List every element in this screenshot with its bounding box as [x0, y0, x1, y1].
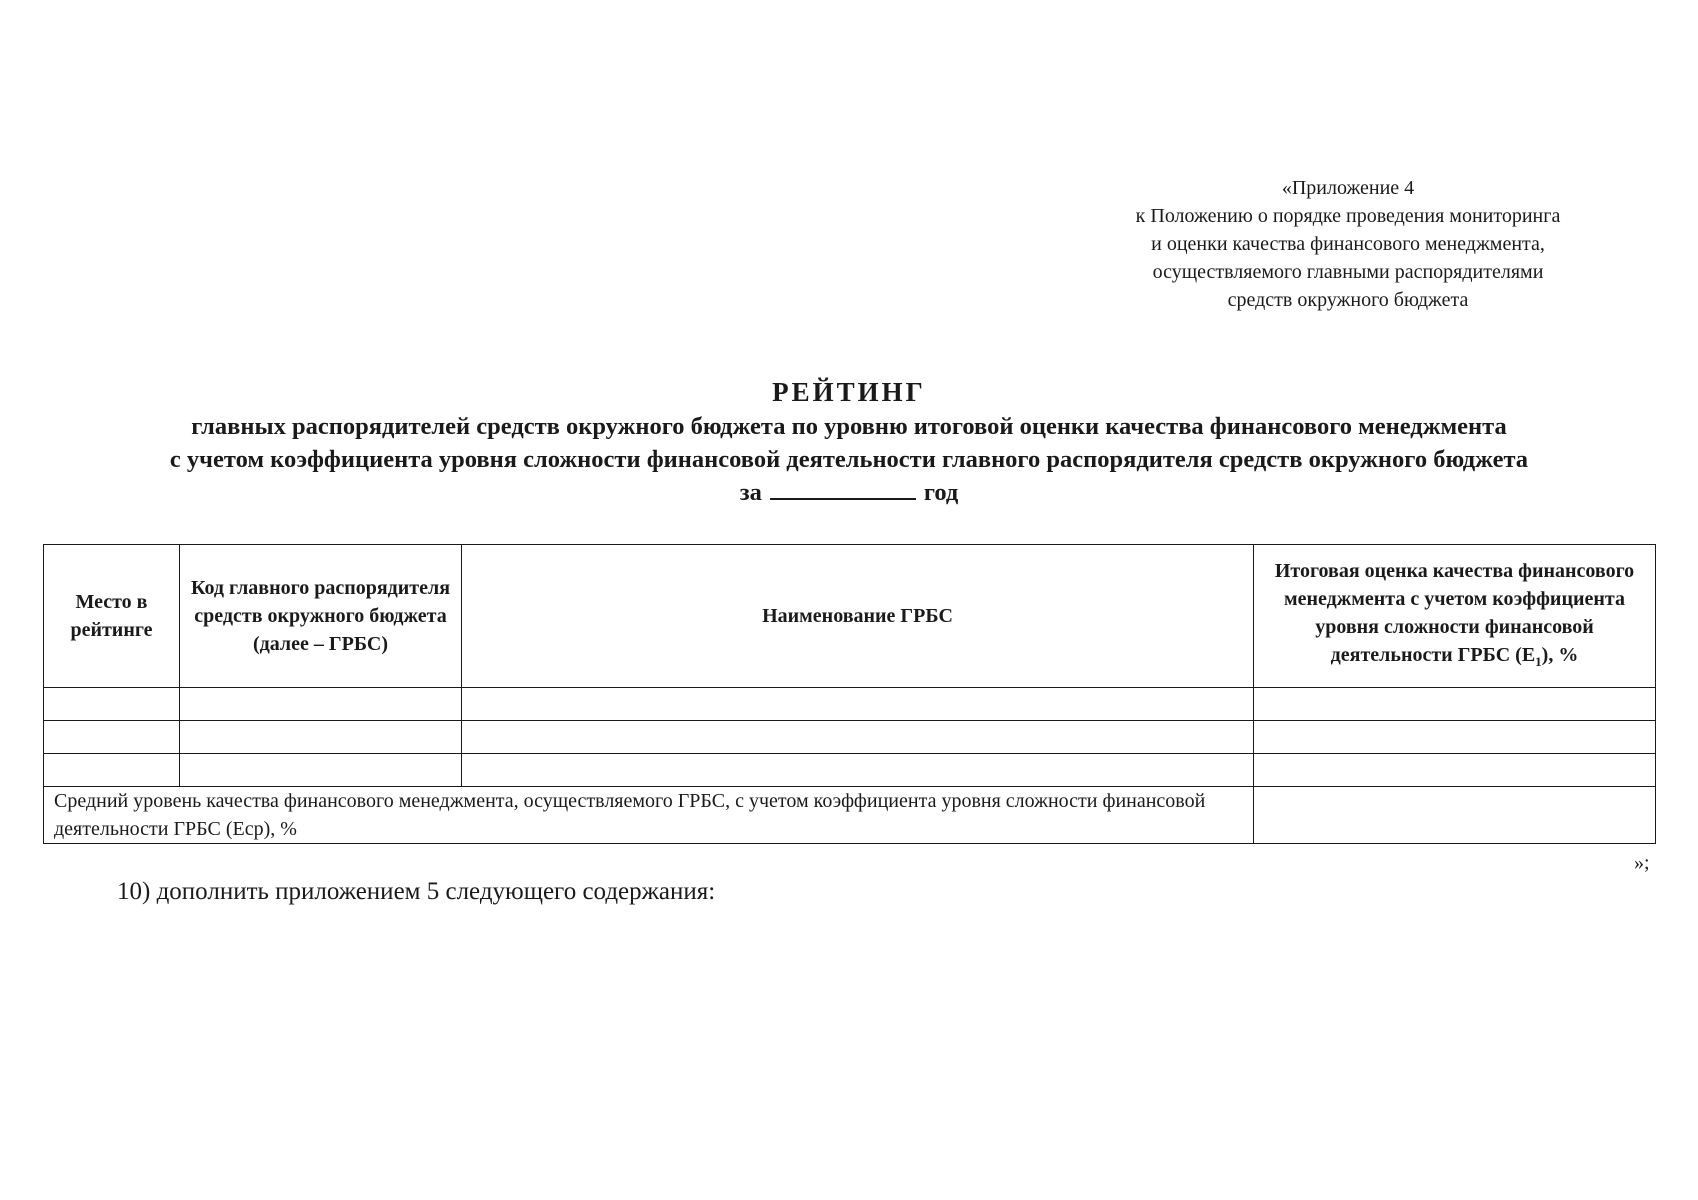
appendix-note-line-4: осуществляемого главными распорядителями: [1152, 261, 1544, 283]
rating-table: [43, 544, 1656, 844]
amendment-item: 10) дополнить приложением 5 следующего содержания:: [117, 878, 716, 905]
appendix-note: [1070, 174, 1626, 314]
table-cell[interactable]: [1254, 688, 1656, 721]
reporting-period: [0, 476, 1698, 509]
table-cell[interactable]: [1254, 754, 1656, 787]
table-cell[interactable]: [180, 688, 462, 721]
average-row: [44, 787, 1656, 844]
table-cell[interactable]: [44, 721, 180, 754]
table-cell[interactable]: [462, 688, 1254, 721]
period-suffix: год: [923, 479, 959, 506]
header-name: Наименование ГРБС: [462, 545, 1254, 688]
period-prefix: за: [739, 479, 762, 506]
appendix-note-line-2: к Положению о порядке проведения мониторинга: [1135, 205, 1561, 227]
appendix-note-line-3: и оценки качества финансового менеджмента,: [1151, 233, 1545, 255]
header-score: Итоговая оценка качества финансового менеджмента с учетом коэффициента уровня сложности финансовой деятельности ГРБС $(Е_1)$, %: [1254, 545, 1656, 688]
appendix-note-line-5: средств окружного бюджета: [1227, 289, 1469, 311]
table-cell[interactable]: [180, 754, 462, 787]
appendix-note-line-1: «Приложение 4: [1281, 177, 1415, 199]
header-rank: Место в рейтинге: [44, 545, 180, 688]
average-label: Средний уровень качества финансового менеджмента, осуществляемого ГРБС, с учетом коэффициента уровня сложности финансовой деятельности ГРБС (Еср), %: [44, 787, 1254, 844]
table-cell[interactable]: [462, 754, 1254, 787]
year-blank-field[interactable]: [770, 476, 916, 500]
table-cell[interactable]: [180, 721, 462, 754]
table-row: [44, 688, 1656, 721]
document-heading: [0, 374, 1698, 509]
table-cell[interactable]: [1254, 721, 1656, 754]
header-code: Код главного распорядителя средств окружного бюджета (далее – ГРБС): [180, 545, 462, 688]
closing-quote: »;: [1634, 852, 1650, 874]
table-cell[interactable]: [462, 721, 1254, 754]
table-cell[interactable]: [44, 688, 180, 721]
table-row: [44, 721, 1656, 754]
table-row: [44, 754, 1656, 787]
document-title: РЕЙТИНГ: [772, 377, 926, 407]
table-cell[interactable]: [44, 754, 180, 787]
table-header-row: [44, 545, 1656, 688]
document-subtitle-line-2: с учетом коэффициента уровня сложности финансовой деятельности главного распорядителя средств окружного бюджета: [169, 446, 1529, 473]
average-value-cell[interactable]: [1254, 787, 1656, 844]
document-subtitle-line-1: главных распорядителей средств окружного бюджета по уровню итоговой оценки качества финансового менеджмента: [191, 413, 1507, 440]
